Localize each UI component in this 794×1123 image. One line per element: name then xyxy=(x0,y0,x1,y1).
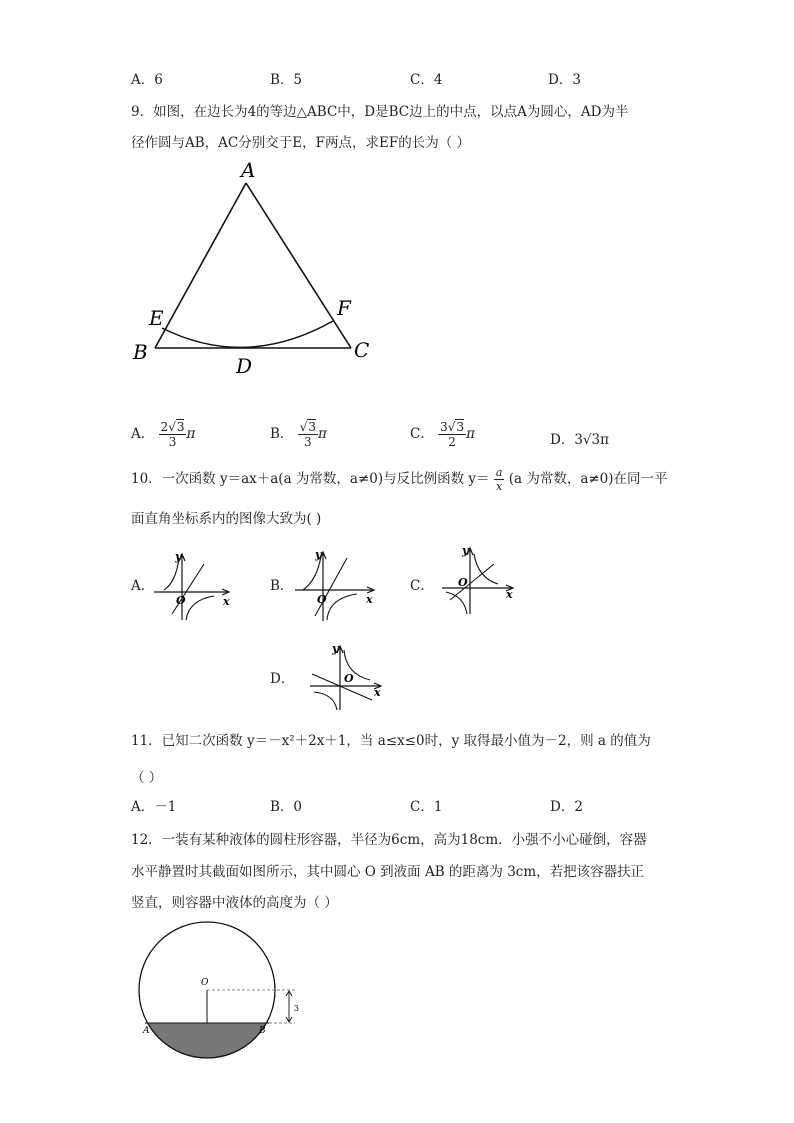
label-e: E xyxy=(149,306,164,330)
q10-option-b-label: B． xyxy=(270,578,294,594)
svg-text:O: O xyxy=(458,576,468,589)
svg-text:y: y xyxy=(462,544,469,557)
q10-graph-c xyxy=(440,542,520,616)
q9-option-a: A． $\frac{2√3}{3}$ π xyxy=(131,420,196,449)
q12-circle-figure xyxy=(135,915,315,1065)
label-f: F xyxy=(337,296,351,320)
label-o: O xyxy=(201,978,209,988)
q11-option-c: C．1 xyxy=(410,799,443,815)
svg-text:x: x xyxy=(506,588,513,601)
q11-option-a: A．－1 xyxy=(131,799,177,815)
svg-text:x: x xyxy=(366,593,373,606)
side-ab xyxy=(155,183,246,348)
q9-option-b: B． $\frac{√3}{3}$ π xyxy=(270,420,327,449)
q10-graph-d xyxy=(308,640,386,712)
svg-text:y: y xyxy=(175,550,182,563)
svg-text:O: O xyxy=(344,672,354,685)
q10-graph-a xyxy=(152,548,234,623)
q8-option-c: C．4 xyxy=(410,72,443,88)
side-ac xyxy=(246,183,351,348)
q12-text-line3: 竖直，则容器中液体的高度为（ ） xyxy=(131,895,338,911)
q10-option-c-label: C． xyxy=(410,578,434,594)
q10-option-d-label: D． xyxy=(270,671,295,687)
svg-text:y: y xyxy=(332,642,339,655)
liquid-region xyxy=(135,1023,315,1065)
arc-ef xyxy=(162,321,333,347)
label-distance: 3 xyxy=(294,1004,300,1013)
q11-option-b: B．0 xyxy=(270,799,303,815)
q9-triangle-figure xyxy=(125,155,385,380)
q8-option-a: A．6 xyxy=(131,72,163,88)
q9-option-c: C． $\frac{3√3}{2}$ π xyxy=(410,420,475,449)
label-d: D xyxy=(236,354,253,378)
label-a: A xyxy=(241,158,256,182)
q12-text-line1: 12．一装有某种液体的圆柱形容器，半径为6cm，高为18cm．小强不小心碰倒，容器 xyxy=(131,832,647,848)
q8-option-b: B．5 xyxy=(270,72,303,88)
q12-text-line2: 水平静置时其截面如图所示，其中圆心 O 到液面 AB 的距离为 3cm，若把该容器扶正 xyxy=(131,864,645,880)
svg-text:O: O xyxy=(176,594,186,607)
svg-text:O: O xyxy=(317,593,327,606)
svg-text:x: x xyxy=(374,686,381,699)
q8-option-d: D．3 xyxy=(548,72,581,88)
label-c: C xyxy=(354,338,370,362)
q11-option-d: D．2 xyxy=(550,799,583,815)
svg-text:y: y xyxy=(315,548,322,561)
label-b: B xyxy=(259,1026,266,1036)
q9-text-line2: 径作圆与AB，AC分别交于E，F两点，求EF的长为（ ） xyxy=(131,135,470,151)
q10-text-line2: 面直角坐标系内的图像大致为( ) xyxy=(131,511,322,527)
label-b: B xyxy=(133,340,148,364)
q11-text-line2: （ ） xyxy=(131,770,163,786)
q10-graph-b xyxy=(293,546,381,624)
q9-option-d: D．3√3π xyxy=(550,432,609,448)
q11-text-line1: 11．已知二次函数 y＝－x²＋2x＋1，当 a≤x≤0时，y 取得最小值为－2，则 a 的值为 xyxy=(131,733,651,749)
q10-text-line1: 10．一次函数 y＝ax＋a(a 为常数，a≠0)与反比例函数 y＝ $\frac{a}{x}$ (a 为常数，a≠0)在同一平 xyxy=(131,466,668,493)
svg-text:x: x xyxy=(223,595,230,608)
q10-option-a-label: A． xyxy=(131,578,155,594)
q9-text-line1: 9．如图，在边长为4的等边△ABC中，D是BC边上的中点，以点A为圆心，AD为半 xyxy=(131,104,629,120)
label-a: A xyxy=(143,1026,150,1036)
